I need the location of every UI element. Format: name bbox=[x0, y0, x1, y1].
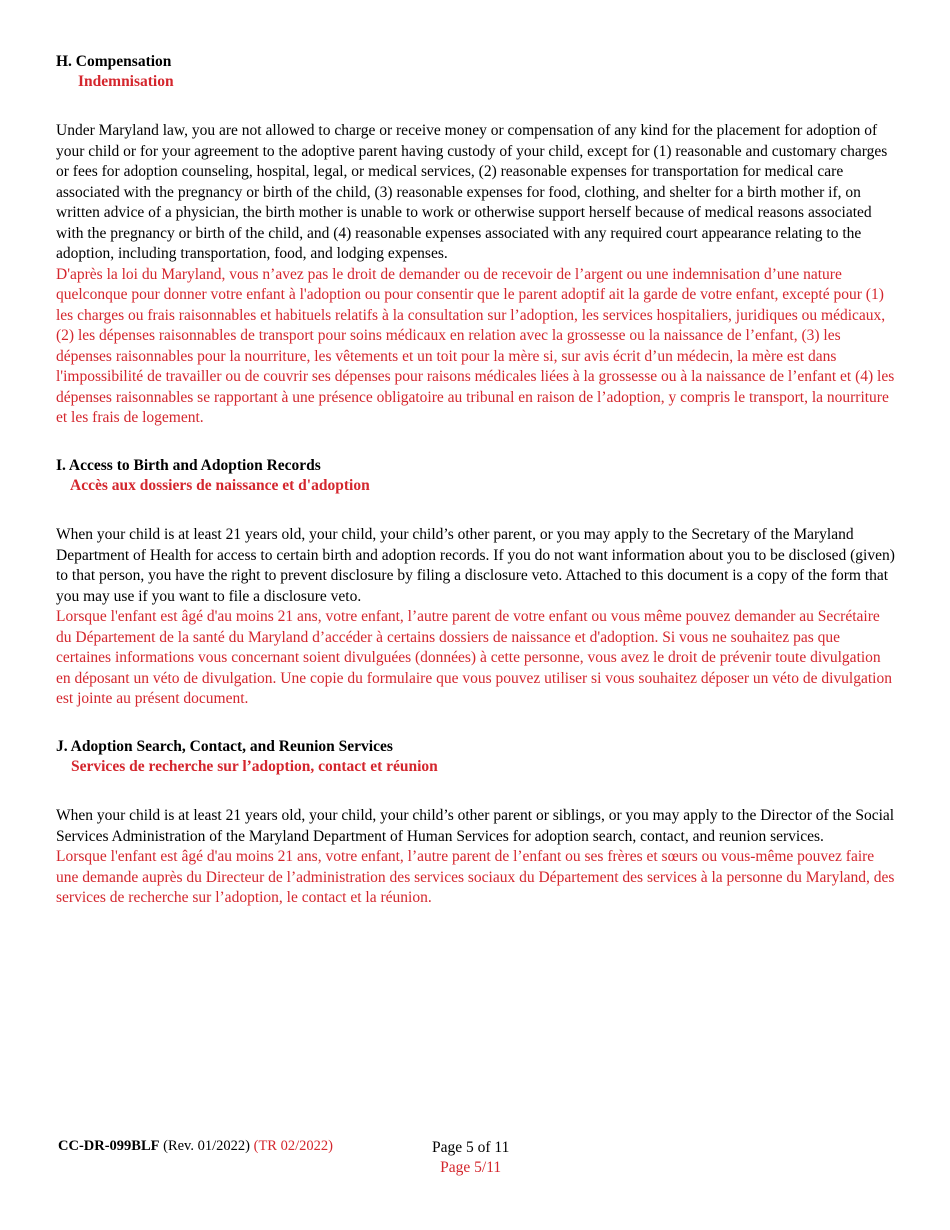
form-revision: (Rev. 01/2022) bbox=[163, 1138, 250, 1154]
form-identifier bbox=[58, 1138, 333, 1155]
page-number-en: Page 5 of 11 bbox=[432, 1139, 510, 1156]
translation-revision: (TR 02/2022) bbox=[253, 1138, 333, 1154]
paragraph-fr: Lorsque l'enfant est âgé d'au moins 21 ans, votre enfant, l’autre parent de l’enfant ou ses frères et sœurs ou vous-même pouvez faire une demande auprès du Directeur de l’administration des services sociaux du Département des services à la personne du Maryland, des services de recherche sur l’adoption, le contact et la réunion. bbox=[56, 848, 895, 906]
section-title: H. Compensation bbox=[56, 53, 172, 70]
paragraph-fr: D'après la loi du Maryland, vous n’avez pas le droit de demander ou de recevoir de l’argent ou une indemnisation d’une nature quelconque pour donner votre enfant à l'adoption ou pour consentir que le parent adoptif ait la garde de votre enfant, excepté pour (1) les charges ou frais raisonnables et habituels relatifs à la consultation sur l’adoption, les services hospitaliers, juridiques ou médicaux,(2) les dépenses raisonnables de transport pour soins médicaux en relation avec la grossesse ou la naissance de l’enfant, (3) les dépenses raisonnables pour la nourriture, les vêtements et un toit pour la mère si, sur avis écrit d’un médecin, la mère est dans l'impossibilité de travailler ou de couvrir ses dépenses pour raisons médicales liées à la grossesse ou à la naissance de l’enfant et (4) les dépenses raisonnables se rapportant à une présence obligatoire au tribunal en raison de l’adoption, y compris le transport, la nourriture et les frais de logement. bbox=[56, 265, 895, 426]
paragraph-en: When your child is at least 21 years old, your child, your child’s other parent or siblings, or you may apply to the Director of the Social Services Administration of the Maryland Department of Human Services for adoption search, contact, and reunion services. bbox=[56, 807, 895, 845]
paragraph-en: Under Maryland law, you are not allowed to charge or receive money or compensation of any kind for the placement for adoption of your child or for your agreement to the adoptive parent having custody of your child, except for (1) reasonable and customary charges or fees for adoption counseling, hospital, legal, or medical services, (2) reasonable expenses for transportation for medical care associated with the pregnancy or birth of the child, (3) reasonable expenses for food, clothing, and shelter for a birth mother if, on written advice of a physician, the birth mother is unable to work or otherwise support herself because of medical reasons associated with the pregnancy or birth of the child, and (4) reasonable expenses associated with any required court appearance relating to the adoption, including transportation, food, and lodging expenses. bbox=[56, 122, 888, 262]
section-records-access bbox=[56, 456, 896, 707]
section-title: I. Access to Birth and Adoption Records bbox=[56, 457, 321, 474]
section-compensation bbox=[56, 52, 896, 426]
section-subtitle-fr: Indemnisation bbox=[78, 73, 174, 90]
form-id: CC-DR-099BLF bbox=[58, 1138, 160, 1154]
paragraph-en: When your child is at least 21 years old, your child, your child’s other parent, or you may apply to the Secretary of the Maryland Department of Health for access to certain birth and adoption records. If you do not want information about you to be disclosed (given) to that person, you have the right to prevent disclosure by filing a disclosure veto. Attached to this document is a copy of the form that you may use if you want to file a disclosure veto. bbox=[56, 526, 895, 605]
paragraph-fr: Lorsque l'enfant est âgé d'au moins 21 ans, votre enfant, l’autre parent de votre enfant ou vous même pouvez demander au Secrétaire du Département de la santé du Maryland d’accéder à certains dossiers de naissance et d'adoption. Si vous ne souhaitez pas que certaines informations vous concernant soient divulguées (données) à cette personne, vous avez le droit de prévenir toute divulgation en déposant un véto de divulgation. Une copie du formulaire que vous pouvez utiliser si vous souhaitez déposer un véto de divulgation est jointe au présent document. bbox=[56, 608, 892, 707]
section-subtitle-fr: Services de recherche sur l’adoption, contact et réunion bbox=[71, 758, 438, 775]
section-search-reunion bbox=[56, 737, 896, 906]
page-number-fr: Page 5/11 bbox=[440, 1159, 502, 1176]
section-subtitle-fr: Accès aux dossiers de naissance et d'adoption bbox=[70, 477, 370, 494]
page-number bbox=[432, 1138, 509, 1178]
section-title: J. Adoption Search, Contact, and Reunion Services bbox=[56, 738, 393, 755]
